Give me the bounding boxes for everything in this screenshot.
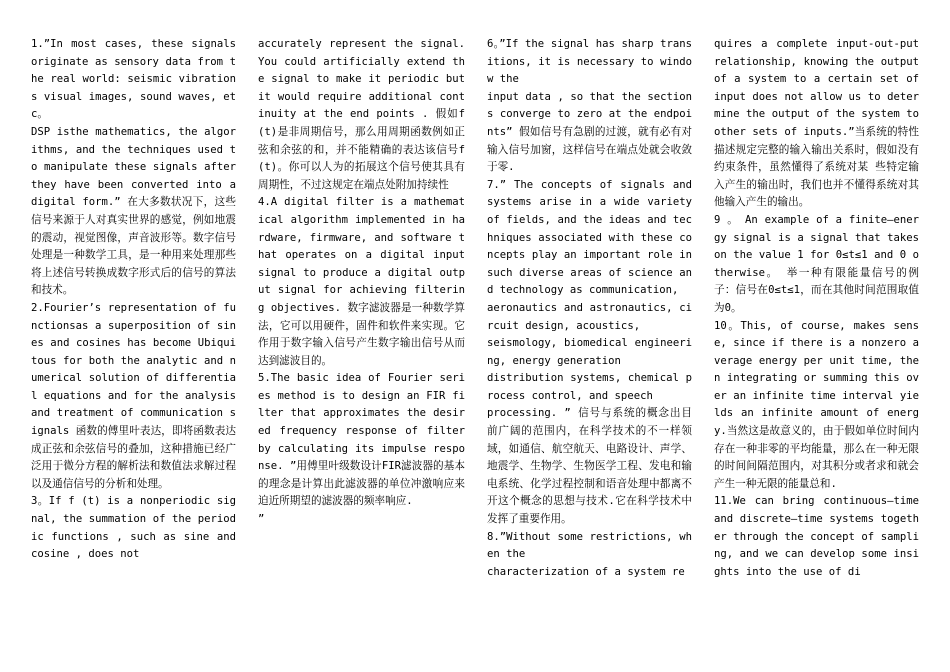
paragraph: DSP isthe mathematics, the algorithms, and the techniques used to manipulate these signals after they have been converted into a digital form.” 在大多数状况下，这些信号来源于人对真实世界的感觉，例如地震的震动，视觉图像，声音波形等。数字信号处理是一种数学工具，是一种用来处理那些将上述信号转换成数字形式后的信号的算法和技术。	[31, 125, 236, 297]
paragraph: characterization of a system re	[487, 565, 685, 578]
text-column-1	[31, 36, 236, 666]
paragraph: 5.The basic idea of Fourier series method is to design an FIR filter that approximates the desired frequency response of filter by calculating its impulse response. ”用傅里叶级数设计FIR滤波器的基本的理念是计算出此滤波器的单位冲激响应来迫近所期望的滤波器的频率响应.	[258, 372, 465, 508]
paragraph: input data , so that the sections converge to zero at the endpoints” 假如信号有急剧的过渡，就有必有对输入信号加窗，这样信号在端点处就会收敛于零.	[487, 90, 692, 174]
paragraph: 4.A digital filter is a mathematical algorithm implemented in hardware, firmware, and software that operates on a digital input signal to produce a digital output signal for achieving filtering objectives. 数字滤波器是一种数学算法，它可以用硬件，固件和软件来实现。它作用于数字输入信号产生数字输出信号从而达到滤波目的。	[258, 196, 465, 367]
paragraph: 9 。 An example of a finite—energy signal is a signal that takes on the value 1 for 0≤t≤1 and 0 otherwise。 举一种有限能量信号的例子：信号在0≤t≤1，而在其他时间范围取值为0。	[714, 213, 919, 314]
paragraph: seismology, biomedical engineering, energy generation	[487, 337, 692, 367]
text-column-2	[258, 36, 465, 666]
paragraph: 1.”In most cases, these signals originate as sensory data from the real world: seismic vibrations visual images, sound waves, etc。	[31, 38, 236, 121]
paragraph: quires a complete input-out-put relationship, knowing the output of a system to a certain set of input does not allow us to determine the output of the system to other sets of inputs.”当系统的特性描述规定完整的输入输出关系时，假如没有约束条件，虽然懂得了系统对某 些特定输入产生的输出时，我们也并不懂得系统对其他输入产生的输出。	[714, 38, 919, 209]
paragraph: 7.” The concepts of signals and systems arise in a wide variety of fields, and the ideas and techniques associated with these concepts play an important role in such diverse areas of science and technology as communication,	[487, 178, 692, 297]
paragraph: 10。This, of course, makes sense, since if there is a nonzero average energy per unit time, then integrating or summing this over an infinite time interval yields an infinite amount of energy.当然这是故意义的，由于假如单位时间内存在一种非零的平均能量，那么在一种无限的时间间隔范围内，对其积分或者求和就会产生一种无限的能量总和.	[714, 319, 919, 490]
paragraph: 11.We can bring continuous—time and discrete—time systems together through the concept of sampling, and we can develop some insights into the use of di	[714, 495, 919, 578]
paragraph: 3。If f (t) is a nonperiodic signal, the summation of the periodic functions , such as sine and cosine , does not	[31, 495, 236, 561]
paragraph: 8.”Without some restrictions, when the	[487, 530, 692, 561]
paragraph: aeronautics and astronautics, circuit design, acoustics,	[487, 301, 692, 332]
text-column-4	[714, 36, 919, 666]
paragraph: distribution systems, chemical process control, and speech	[487, 372, 692, 402]
paragraph: processing. ” 信号与系统的概念出目前广阔的范围内，在科学技术的不一样领域，如通信、航空航天、电路设计、声学、地震学、生物学、生物医学工程、发电和输电系统、化学过程控制和语音处理中都离不开这个概念的思想与技术.它在科学技术中发挥了重要作用。	[487, 407, 692, 526]
paragraph: 6。”If the signal has sharp transitions, it is necessary to window the	[487, 38, 692, 86]
paragraph: ”	[258, 513, 265, 526]
text-column-3	[487, 36, 692, 666]
paragraph: 2.Fourier’s representation of functionsas a superposition of sines and cosines has become Ubiquitous for both the analytic and numerical solution of differential equations and for the analysis and treatment of communication signals 函数的傅里叶表达，即将函数表达成正弦和余弦信号的叠加，这种措施已经广泛用于微分方程的解析法和数值法求解过程以及通信信号的分析和处理。	[31, 301, 236, 490]
paragraph: accurately represent the signal. You could artificially extend the signal to make it periodic but it would require additional continuity at the end points . 假如f(t)是非周期信号，那么用周期函数例如正弦和余弦的和，并不能精确的表达该信号f(t)。你可以人为的拓展这个信号使其具有周期性，不过这规定在端点处附加持续性	[258, 38, 465, 191]
